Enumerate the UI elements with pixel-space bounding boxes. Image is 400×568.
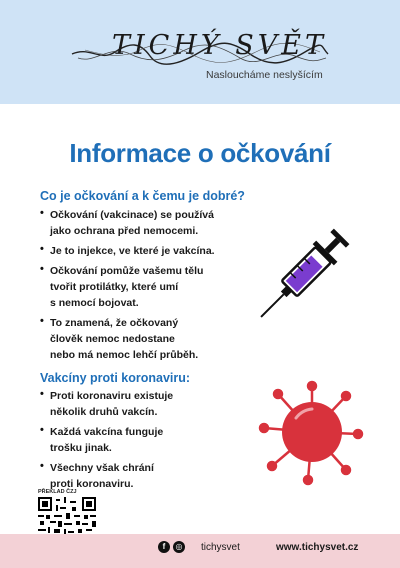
bullet-list-vaccination xyxy=(40,207,215,367)
list-item: • Každá vakcína funguje trošku jinak. xyxy=(40,424,173,456)
tagline: Nasloucháme neslyšícím xyxy=(206,69,323,81)
instagram-icon[interactable]: ◎ xyxy=(173,541,185,553)
website-link[interactable]: www.tichysvet.cz xyxy=(276,542,359,553)
list-item: • Očkování pomůže vašemu tělu tvořit protilátky, které umí s nemocí bojovat. xyxy=(40,263,215,311)
social-icons xyxy=(158,541,185,553)
list-item: • Je to injekce, ve které je vakcína. xyxy=(40,243,215,259)
qr-label: PŘEKLAD ČZJ xyxy=(38,489,77,495)
list-item: • Všechny však chrání proti koronaviru. xyxy=(40,460,173,492)
virus-icon xyxy=(258,378,366,486)
section-heading-vaccination: Co je očkování a k čemu je dobré? xyxy=(40,189,245,203)
list-item: • Očkování (vakcinace) se používá jako ochrana před nemocemi. xyxy=(40,207,215,239)
list-item: • Proti koronaviru existuje několik druhů vakcín. xyxy=(40,388,173,420)
bullet-list-coronavirus xyxy=(40,388,173,496)
list-item: • To znamená, že očkovaný člověk nemoc nedostane nebo má nemoc lehčí průběh. xyxy=(40,315,215,363)
syringe-icon xyxy=(252,216,362,326)
page-title: Informace o očkování xyxy=(69,138,331,168)
social-handle[interactable]: tichysvet xyxy=(201,542,240,553)
facebook-icon[interactable]: f xyxy=(158,541,170,553)
logo[interactable] xyxy=(70,24,330,74)
section-heading-coronavirus: Vakcíny proti koronaviru: xyxy=(40,371,191,385)
logo-text: TICHÝ SVĚT xyxy=(112,30,327,61)
